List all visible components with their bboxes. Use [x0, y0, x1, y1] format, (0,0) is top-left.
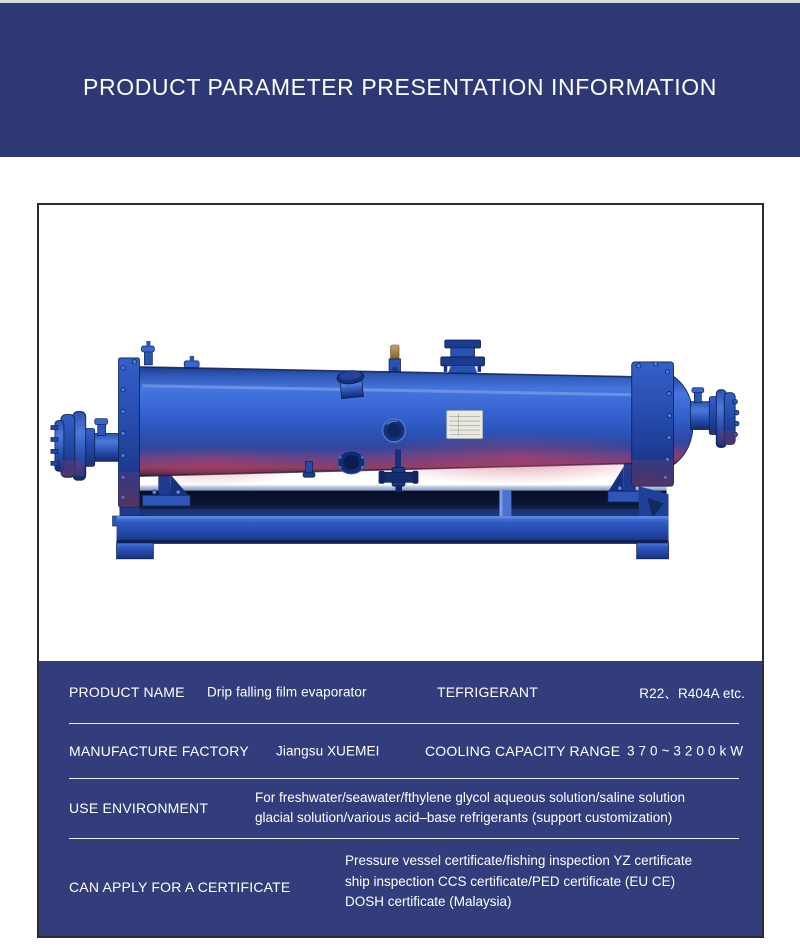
product-name-value: Drip falling film evaporator — [207, 684, 367, 700]
product-photo — [39, 205, 762, 661]
content-frame — [37, 203, 764, 938]
left-tubesheet — [119, 358, 140, 507]
use-environment-line2: glacial solution/various acid–base refrigerants (support customization) — [255, 810, 673, 825]
certificate-value — [345, 851, 692, 913]
refrigerant-value: R22、R404A etc. — [639, 686, 745, 701]
base-front — [117, 516, 669, 559]
manufacture-factory-value: Jiangsu XUEMEI — [276, 743, 380, 758]
spec-table — [39, 661, 762, 936]
page-title: PRODUCT PARAMETER PRESENTATION INFORMATION — [83, 73, 717, 100]
left-flange-assembly — [51, 412, 124, 481]
manufacture-factory-label: MANUFACTURE FACTORY — [69, 742, 249, 759]
right-head-and-flange — [672, 375, 740, 466]
cooling-capacity-label: COOLING CAPACITY RANGE — [425, 742, 621, 759]
sight-glass — [383, 419, 406, 442]
spec-row-product-name — [39, 661, 762, 723]
nameplate — [447, 411, 483, 439]
use-environment-value — [255, 788, 685, 828]
evaporator-illustration — [39, 205, 762, 661]
right-tubesheet — [632, 362, 674, 487]
use-environment-label: USE ENVIRONMENT — [69, 800, 209, 816]
use-environment-line1: For freshwater/seawater/fthylene glycol aqueous solution/saline solution — [255, 790, 685, 805]
certificate-line3: DOSH certificate (Malaysia) — [345, 894, 512, 910]
lower-port — [338, 451, 365, 474]
certificate-label: CAN APPLY FOR A CERTIFICATE — [69, 879, 291, 895]
certificate-line2: ship inspection CCS certificate/PED certificate (EU CE) — [345, 873, 676, 889]
spec-row-manufacture — [39, 723, 762, 778]
spec-row-certificates — [39, 838, 762, 936]
certificate-line1: Pressure vessel certificate/fishing inspection YZ certificate — [345, 853, 693, 869]
base-tray — [120, 485, 667, 517]
spec-row-use-environment — [39, 778, 762, 838]
cooling-capacity-value: 370~3200kW — [627, 743, 747, 758]
refrigerant-label: TEFRIGERANT — [437, 684, 538, 700]
title-banner — [0, 3, 800, 157]
product-name-label: PRODUCT NAME — [69, 684, 185, 700]
